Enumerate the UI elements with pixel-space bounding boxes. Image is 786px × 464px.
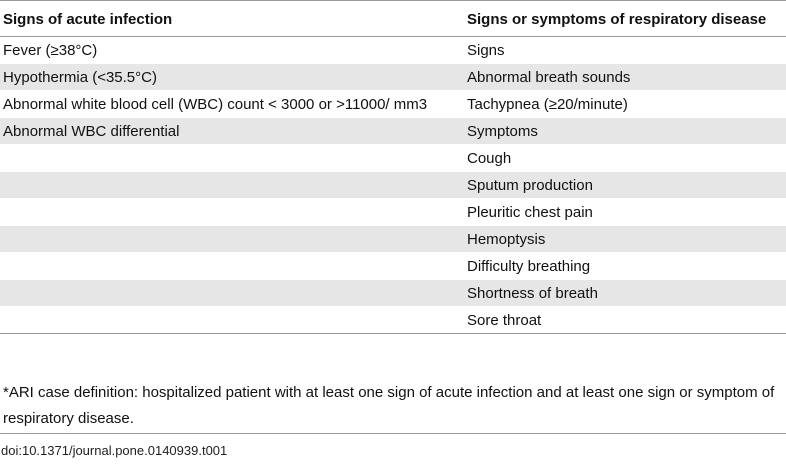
cell-respiratory-item: Difficulty breathing bbox=[467, 258, 591, 275]
table-footnote: *ARI case definition: hospitalized patient with at least one sign of acute infection and at least one sign or symptom of respiratory disease. bbox=[3, 384, 775, 427]
cell-respiratory-item: Abnormal breath sounds bbox=[463, 64, 786, 91]
doi-link[interactable]: doi:10.1371/journal.pone.0140939.t001 bbox=[1, 443, 228, 458]
header-respiratory-disease: Signs or symptoms of respiratory disease bbox=[467, 11, 767, 28]
table-row bbox=[0, 64, 786, 91]
cell-respiratory-item: Shortness of breath bbox=[463, 280, 786, 307]
table-row bbox=[0, 199, 786, 226]
table-row bbox=[0, 280, 786, 307]
cell-respiratory-item: Sore throat bbox=[467, 312, 542, 329]
table-row bbox=[0, 37, 786, 64]
cell-infection-sign bbox=[0, 253, 463, 280]
cell-respiratory-item: Tachypnea (≥20/minute) bbox=[467, 96, 628, 113]
cell-respiratory-item: Pleuritic chest pain bbox=[467, 204, 593, 221]
cell-infection-sign: Fever (≥38°C) bbox=[3, 42, 98, 59]
cell-infection-sign: Abnormal white blood cell (WBC) count < 3000 or >11000/ mm3 bbox=[3, 96, 428, 113]
table-row bbox=[0, 253, 786, 280]
footer-divider bbox=[0, 433, 786, 434]
table-row bbox=[0, 118, 786, 145]
table-row bbox=[0, 226, 786, 253]
table-row bbox=[0, 172, 786, 199]
table-header-row bbox=[0, 1, 786, 37]
header-acute-infection: Signs of acute infection bbox=[3, 11, 173, 28]
cell-infection-sign bbox=[0, 226, 463, 253]
cell-infection-sign: Abnormal WBC differential bbox=[0, 118, 463, 145]
cell-respiratory-item: Symptoms bbox=[463, 118, 786, 145]
cell-respiratory-item: Signs bbox=[467, 42, 505, 59]
cell-infection-sign bbox=[0, 172, 463, 199]
cell-infection-sign: Hypothermia (<35.5°C) bbox=[0, 64, 463, 91]
cell-infection-sign bbox=[0, 145, 463, 172]
cell-infection-sign bbox=[0, 280, 463, 307]
table-row bbox=[0, 91, 786, 118]
cell-respiratory-item: Sputum production bbox=[463, 172, 786, 199]
cell-infection-sign bbox=[0, 199, 463, 226]
cell-infection-sign bbox=[0, 307, 463, 334]
table-row bbox=[0, 145, 786, 172]
table-row bbox=[0, 307, 786, 334]
cell-respiratory-item: Cough bbox=[467, 150, 512, 167]
cell-respiratory-item: Hemoptysis bbox=[463, 226, 786, 253]
